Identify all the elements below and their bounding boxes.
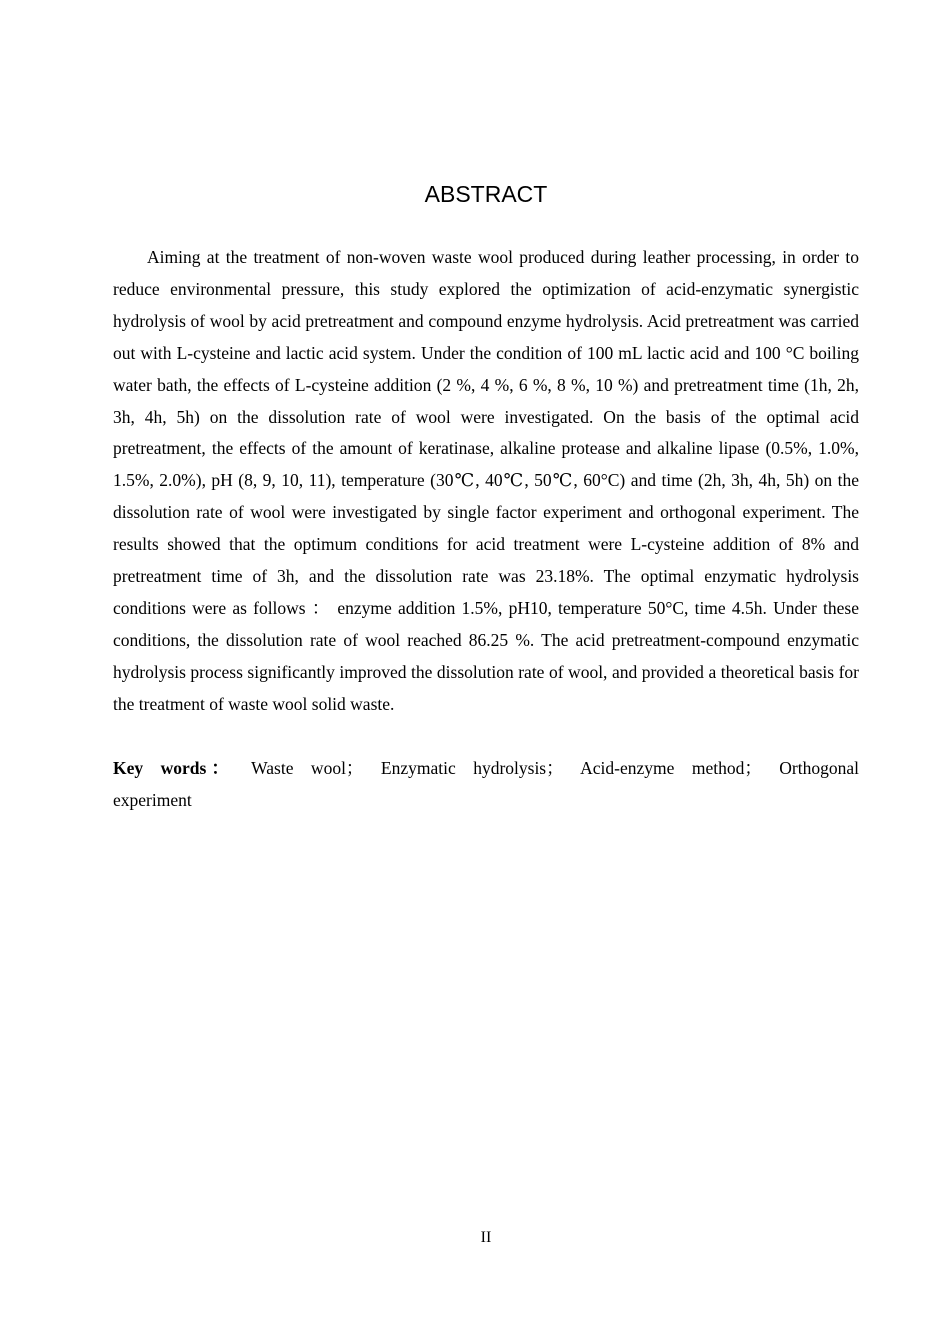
keywords-line	[113, 753, 859, 817]
keywords-text: Waste wool； Enzymatic hydrolysis； Acid-enzyme method； Orthogonal experiment	[113, 758, 859, 810]
page-number: II	[480, 1229, 492, 1246]
abstract-title: ABSTRACT	[424, 181, 548, 207]
abstract-body: Aiming at the treatment of non-woven waste wool produced during leather processing, in order to reduce environmental pressure, this study explored the optimization of acid-enzymatic synergistic hydrolysis of wool by acid pretreatment and compound enzyme hydrolysis. Acid pretreatment was carried out with L-cysteine and lactic acid system. Under the condition of 100 mL lactic acid and 100 °C boiling water bath, the effects of L-cysteine addition (2 %, 4 %, 6 %, 8 %, 10 %) and pretreatment time (1h, 2h, 3h, 4h, 5h) on the dissolution rate of wool were investigated. On the basis of the optimal acid pretreatment, the effects of the amount of keratinase, alkaline protease and alkaline lipase (0.5%, 1.0%, 1.5%, 2.0%), pH (8, 9, 10, 11), temperature (30℃, 40℃, 50℃, 60°C) and time (2h, 3h, 4h, 5h) on the dissolution rate of wool were investigated by single factor experiment and orthogonal experiment. The results showed that the optimum conditions for acid treatment were L-cysteine addition of 8% and pretreatment time of 3h, and the dissolution rate was 23.18%. The optimal enzymatic hydrolysis conditions were as follows ： enzyme addition 1.5%, pH10, temperature 50°C, time 4.5h. Under these conditions, the dissolution rate of wool reached 86.25 %. The acid pretreatment-compound enzymatic hydrolysis process significantly improved the dissolution rate of wool, and provided a theoretical basis for the treatment of waste wool solid waste.	[113, 247, 859, 714]
keywords-label: Key words：	[113, 758, 234, 778]
